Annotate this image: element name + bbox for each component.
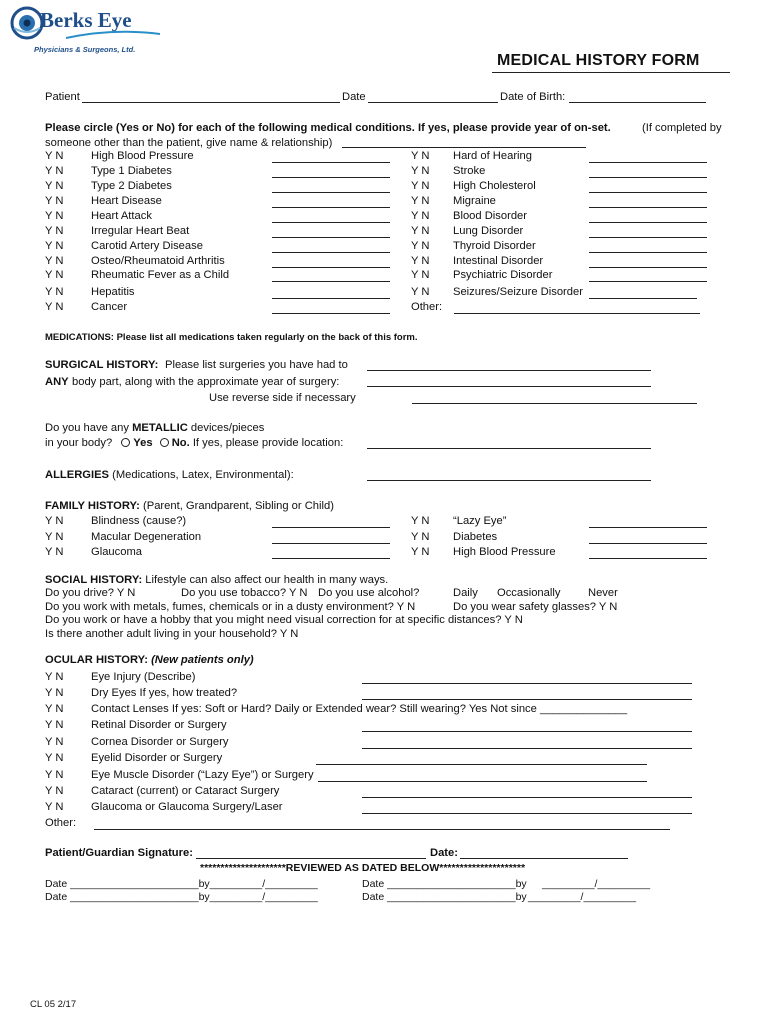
metallic-text2: in your body? Yes No. If yes, please provide location: bbox=[45, 437, 344, 449]
year-field[interactable] bbox=[589, 558, 707, 559]
title-underline bbox=[492, 72, 730, 73]
yes-no-choice[interactable]: Y N bbox=[45, 286, 64, 298]
yes-no-choice[interactable]: Y N bbox=[411, 531, 430, 543]
condition-label: Stroke bbox=[453, 165, 486, 177]
year-field[interactable] bbox=[272, 177, 390, 178]
social-q-hobby: Do you work or have a hobby that you might need visual correction for at specific distances? Y N bbox=[45, 614, 523, 626]
year-field[interactable] bbox=[272, 527, 390, 528]
year-field[interactable] bbox=[589, 192, 707, 193]
condition-label: Eye Injury (Describe) bbox=[91, 671, 196, 683]
yes-no-choice[interactable]: Y N bbox=[45, 195, 64, 207]
yes-no-choice[interactable]: Y N bbox=[45, 752, 64, 764]
yes-no-choice[interactable]: Y N bbox=[411, 165, 430, 177]
yes-no-choice[interactable]: Y N bbox=[411, 269, 430, 281]
yes-no-choice[interactable]: Y N bbox=[45, 255, 64, 267]
condition-label: Eyelid Disorder or Surgery bbox=[91, 752, 223, 764]
condition-label: Dry Eyes If yes, how treated? bbox=[91, 687, 238, 699]
condition-label: Hepatitis bbox=[91, 286, 135, 298]
year-field[interactable] bbox=[362, 731, 692, 732]
surgical-label: SURGICAL HISTORY: bbox=[45, 359, 159, 371]
year-field[interactable] bbox=[362, 699, 692, 700]
conditions-intro-line2: someone other than the patient, give name & relationship) bbox=[45, 137, 333, 149]
year-field[interactable] bbox=[589, 237, 707, 238]
condition-label: Osteo/Rheumatoid Arthritis bbox=[91, 255, 225, 267]
surgical-text2: body part, along with the approximate year of surgery: bbox=[72, 376, 340, 388]
year-field[interactable] bbox=[272, 281, 390, 282]
condition-label: High Blood Pressure bbox=[453, 546, 556, 558]
condition-label: High Blood Pressure bbox=[91, 150, 194, 162]
form-code: CL 05 2/17 bbox=[30, 999, 77, 1010]
condition-label: Type 1 Diabetes bbox=[91, 165, 172, 177]
yes-no-choice[interactable]: Y N bbox=[411, 225, 430, 237]
yes-no-choice[interactable]: Y N bbox=[45, 546, 64, 558]
review-date-row-3: Date ______________________by bbox=[362, 878, 527, 890]
condition-label: Thyroid Disorder bbox=[453, 240, 536, 252]
year-field[interactable] bbox=[272, 313, 390, 314]
condition-label: Cancer bbox=[91, 301, 128, 313]
yes-no-choice[interactable]: Y N bbox=[45, 801, 64, 813]
yes-no-choice[interactable]: Y N bbox=[411, 195, 430, 207]
logo-swoosh-icon bbox=[66, 30, 160, 40]
eye-logo-icon bbox=[10, 6, 44, 40]
signature-label: Patient/Guardian Signature: bbox=[45, 847, 193, 859]
yes-no-choice[interactable]: Y N bbox=[411, 255, 430, 267]
year-field[interactable] bbox=[589, 207, 707, 208]
conditions-other-field[interactable] bbox=[454, 313, 700, 314]
date-label: Date bbox=[342, 91, 366, 103]
year-field[interactable] bbox=[272, 207, 390, 208]
allergies-field[interactable] bbox=[367, 480, 651, 481]
condition-label: Rheumatic Fever as a Child bbox=[91, 269, 230, 281]
signature-date-label: Date: bbox=[430, 847, 458, 859]
dob-label: Date of Birth: bbox=[500, 91, 566, 103]
review-date-row-4: Date ______________________by bbox=[362, 891, 527, 903]
social-q-glasses: Do you wear safety glasses? Y N bbox=[453, 601, 618, 613]
yes-no-choice[interactable]: Y N bbox=[45, 531, 64, 543]
yes-no-choice[interactable]: Y N bbox=[45, 269, 64, 281]
yes-no-choice[interactable]: Y N bbox=[411, 546, 430, 558]
review-date-row-2: Date ______________________by_________/_________ bbox=[45, 891, 318, 903]
no-radio[interactable] bbox=[160, 438, 169, 447]
condition-label: Carotid Artery Disease bbox=[91, 240, 203, 252]
yes-no-choice[interactable]: Y N bbox=[45, 736, 64, 748]
social-q-metals: Do you work with metals, fumes, chemicals or in a dusty environment? Y N bbox=[45, 601, 416, 613]
condition-label: High Cholesterol bbox=[453, 180, 536, 192]
yes-no-choice[interactable]: Y N bbox=[45, 225, 64, 237]
condition-label: “Lazy Eye” bbox=[453, 515, 507, 527]
year-field[interactable] bbox=[589, 177, 707, 178]
allergies-row: ALLERGIES (Medications, Latex, Environmental): bbox=[45, 469, 294, 481]
yes-no-choice[interactable]: Y N bbox=[411, 180, 430, 192]
ocular-header: OCULAR HISTORY: (New patients only) bbox=[45, 654, 254, 666]
year-field[interactable] bbox=[589, 281, 707, 282]
ocular-other-field[interactable] bbox=[94, 829, 670, 830]
form-title: MEDICAL HISTORY FORM bbox=[497, 52, 700, 69]
year-field[interactable] bbox=[272, 222, 390, 223]
year-field[interactable] bbox=[272, 162, 390, 163]
year-field[interactable] bbox=[589, 527, 707, 528]
yes-no-choice[interactable]: Y N bbox=[45, 150, 64, 162]
signature-date-field[interactable] bbox=[460, 858, 628, 859]
surgical-text3: Use reverse side if necessary bbox=[209, 392, 356, 404]
condition-label: Retinal Disorder or Surgery bbox=[91, 719, 227, 731]
social-header: SOCIAL HISTORY: Lifestyle can also affect our health in many ways. bbox=[45, 574, 389, 586]
social-q-household: Is there another adult living in your household? Y N bbox=[45, 628, 299, 640]
yes-no-choice[interactable]: Y N bbox=[45, 240, 64, 252]
surgical-field-1[interactable] bbox=[367, 370, 651, 371]
review-date-row-1: Date ______________________by_________/_________ bbox=[45, 878, 318, 890]
year-field[interactable] bbox=[272, 298, 390, 299]
year-field[interactable] bbox=[362, 683, 692, 684]
surgical-field-2[interactable] bbox=[367, 386, 651, 387]
condition-label: Glaucoma or Glaucoma Surgery/Laser bbox=[91, 801, 283, 813]
ocular-other-label: Other: bbox=[45, 817, 77, 829]
yes-no-choice[interactable]: Y N bbox=[45, 671, 64, 683]
surgical-text1: Please list surgeries you have had to bbox=[165, 359, 348, 371]
year-field[interactable] bbox=[272, 237, 390, 238]
condition-label: Blindness (cause?) bbox=[91, 515, 187, 527]
yes-no-choice[interactable]: Y N bbox=[411, 150, 430, 162]
year-field[interactable] bbox=[362, 813, 692, 814]
conditions-other-label: Other: bbox=[411, 301, 443, 313]
year-field[interactable] bbox=[589, 162, 707, 163]
yes-no-choice[interactable]: Y N bbox=[45, 719, 64, 731]
medications-note: MEDICATIONS: Please list all medications taken regularly on the back of this form. bbox=[45, 332, 418, 343]
review-date-row-3b: _________/_________ bbox=[542, 878, 651, 890]
condition-label: Glaucoma bbox=[91, 546, 142, 558]
relationship-field[interactable] bbox=[342, 147, 586, 148]
yes-no-choice[interactable]: Y N bbox=[45, 703, 64, 715]
yes-no-choice[interactable]: Y N bbox=[411, 515, 430, 527]
year-field[interactable] bbox=[589, 543, 707, 544]
condition-label: Seizures/Seizure Disorder bbox=[453, 286, 583, 298]
condition-label: Migraine bbox=[453, 195, 496, 207]
year-field[interactable] bbox=[272, 267, 390, 268]
metallic-location-field[interactable] bbox=[367, 448, 651, 449]
year-field[interactable] bbox=[589, 252, 707, 253]
yes-no-choice[interactable]: Y N bbox=[45, 210, 64, 222]
patient-label: Patient bbox=[45, 91, 80, 103]
yes-no-choice[interactable]: Y N bbox=[411, 240, 430, 252]
condition-label: Irregular Heart Beat bbox=[91, 225, 190, 237]
conditions-intro: Please circle (Yes or No) for each of the following medical conditions. If yes, please provide year of on-set. bbox=[45, 122, 611, 134]
condition-label: Heart Disease bbox=[91, 195, 162, 207]
social-q-alcohol: Do you use alcohol? bbox=[318, 587, 420, 599]
year-field[interactable] bbox=[272, 252, 390, 253]
year-field[interactable] bbox=[589, 267, 707, 268]
yes-no-choice[interactable]: Y N bbox=[411, 210, 430, 222]
social-opt-daily: Daily bbox=[453, 587, 478, 599]
year-field[interactable] bbox=[362, 797, 692, 798]
year-field[interactable] bbox=[316, 764, 647, 765]
condition-label: Blood Disorder bbox=[453, 210, 527, 222]
logo-name: Berks Eye bbox=[40, 8, 132, 32]
condition-label: Psychiatric Disorder bbox=[453, 269, 553, 281]
surgical-any: ANY bbox=[45, 376, 69, 388]
yes-no-choice[interactable]: Y N bbox=[45, 180, 64, 192]
yes-no-choice[interactable]: Y N bbox=[45, 785, 64, 797]
dob-field[interactable] bbox=[569, 102, 706, 103]
conditions-intro-rest: (If completed by bbox=[642, 122, 722, 134]
condition-label: Type 2 Diabetes bbox=[91, 180, 172, 192]
condition-label: Eye Muscle Disorder (“Lazy Eye”) or Surgery bbox=[91, 769, 314, 781]
year-field[interactable] bbox=[589, 298, 697, 299]
year-field[interactable] bbox=[272, 558, 390, 559]
condition-label: Diabetes bbox=[453, 531, 498, 543]
surgical-field-3[interactable] bbox=[412, 403, 697, 404]
yes-radio[interactable] bbox=[121, 438, 130, 447]
patient-field[interactable] bbox=[82, 102, 340, 103]
review-date-row-4b: _________/_________ bbox=[528, 891, 637, 903]
yes-no-choice[interactable]: Y N bbox=[45, 687, 64, 699]
year-field[interactable] bbox=[272, 192, 390, 193]
condition-label: Macular Degeneration bbox=[91, 531, 202, 543]
date-field[interactable] bbox=[368, 102, 498, 103]
condition-label: Contact Lenses If yes: Soft or Hard? Daily or Extended wear? Still wearing? Yes Not since ______________ bbox=[91, 703, 628, 715]
social-q-tobacco: Do you use tobacco? Y N bbox=[181, 587, 308, 599]
year-field[interactable] bbox=[589, 222, 707, 223]
condition-label: Lung Disorder bbox=[453, 225, 524, 237]
social-opt-occasionally: Occasionally bbox=[497, 587, 561, 599]
year-field[interactable] bbox=[272, 543, 390, 544]
signature-field[interactable] bbox=[196, 858, 426, 859]
condition-label: Cataract (current) or Cataract Surgery bbox=[91, 785, 280, 797]
family-header: FAMILY HISTORY: (Parent, Grandparent, Sibling or Child) bbox=[45, 500, 334, 512]
metallic-text1: Do you have any METALLIC devices/pieces bbox=[45, 422, 265, 434]
social-q-drive: Do you drive? Y N bbox=[45, 587, 136, 599]
year-field[interactable] bbox=[362, 748, 692, 749]
yes-no-choice[interactable]: Y N bbox=[45, 165, 64, 177]
condition-label: Hard of Hearing bbox=[453, 150, 532, 162]
yes-no-choice[interactable]: Y N bbox=[45, 769, 64, 781]
reviewed-banner: *********************REVIEWED AS DATED BELOW********************* bbox=[200, 862, 526, 874]
year-field[interactable] bbox=[318, 781, 647, 782]
social-opt-never: Never bbox=[588, 587, 618, 599]
yes-no-choice[interactable]: Y N bbox=[45, 515, 64, 527]
condition-label: Cornea Disorder or Surgery bbox=[91, 736, 229, 748]
yes-no-choice[interactable]: Y N bbox=[45, 301, 64, 313]
condition-label: Intestinal Disorder bbox=[453, 255, 544, 267]
condition-label: Heart Attack bbox=[91, 210, 152, 222]
yes-no-choice[interactable]: Y N bbox=[411, 286, 430, 298]
logo-subtitle: Physicians & Surgeons, Ltd. bbox=[34, 45, 136, 54]
